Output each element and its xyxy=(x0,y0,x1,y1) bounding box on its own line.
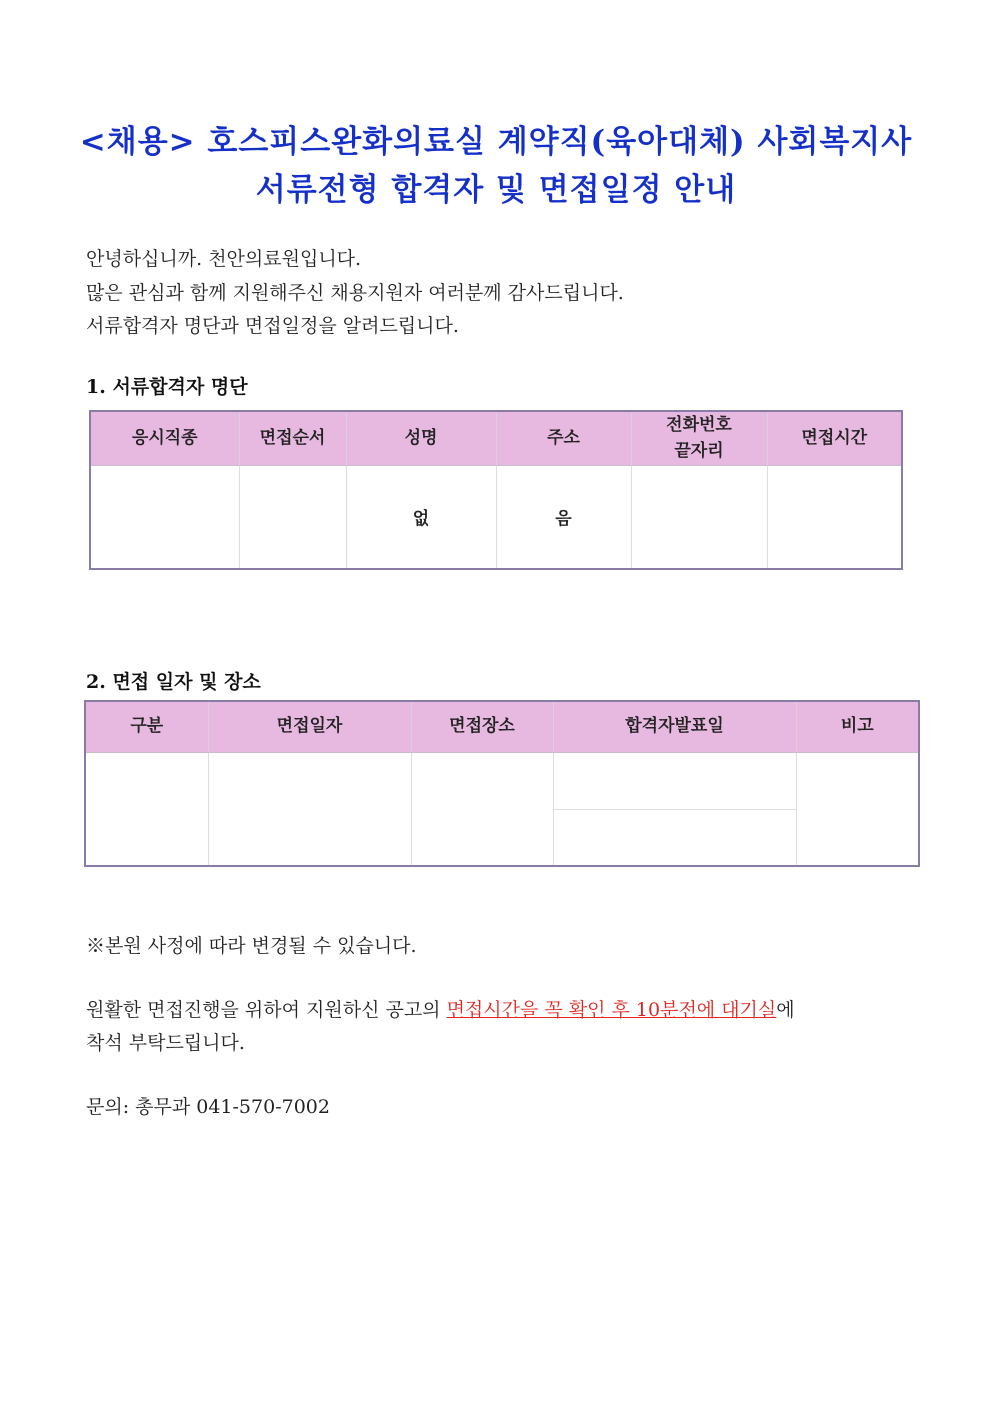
table-row xyxy=(85,752,919,809)
table-cell xyxy=(90,466,239,569)
intro-line-3: 서류합격자 명단과 면접일정을 알려드립니다. xyxy=(86,315,459,337)
closing-line-1 xyxy=(86,995,795,1022)
table-cell: 없 xyxy=(346,466,496,569)
column-header: 합격자발표일 xyxy=(553,701,796,752)
closing-prefix: 원활한 면접진행을 위하여 지원하신 공고의 xyxy=(86,999,447,1021)
table-cell xyxy=(631,466,767,569)
table-header-row xyxy=(85,701,919,752)
highlight-text: 면접시간을 꼭 확인 후 10분전에 대기실 xyxy=(446,999,777,1021)
column-header: 면접장소 xyxy=(411,701,553,752)
table-cell xyxy=(553,809,796,866)
column-header: 면접시간 xyxy=(767,411,902,466)
table-row xyxy=(90,466,902,569)
intro-line-1: 안녕하십니까. 천안의료원입니다. xyxy=(86,248,362,270)
applicant-list-table xyxy=(89,410,903,570)
interview-schedule-table xyxy=(84,700,920,867)
table-cell xyxy=(767,466,902,569)
section1-heading: 1. 서류합격자 명단 xyxy=(86,376,248,398)
notice-text: ※본원 사정에 따라 변경될 수 있습니다. xyxy=(86,935,417,957)
table-cell: 음 xyxy=(496,466,631,569)
column-header: 전화번호 끝자리 xyxy=(631,411,767,466)
closing-suffix: 에 xyxy=(776,999,795,1021)
intro-line-2: 많은 관심과 함께 지원해주신 채용지원자 여러분께 감사드립니다. xyxy=(86,282,624,304)
closing-line-2: 착석 부탁드립니다. xyxy=(86,1032,245,1054)
table-cell xyxy=(85,752,208,866)
column-header: 성명 xyxy=(346,411,496,466)
column-header: 면접일자 xyxy=(208,701,411,752)
column-header: 응시직종 xyxy=(90,411,239,466)
column-header: 주소 xyxy=(496,411,631,466)
table-header-row xyxy=(90,411,902,466)
column-header: 구분 xyxy=(85,701,208,752)
table-cell xyxy=(411,752,553,866)
column-header: 면접순서 xyxy=(239,411,346,466)
table-cell xyxy=(796,752,919,866)
column-header: 비고 xyxy=(796,701,919,752)
document-title-line1: <채용> 호스피스완화의료실 계약직(육아대체) 사회복지사 xyxy=(79,124,913,160)
table-cell xyxy=(239,466,346,569)
table-cell xyxy=(208,752,411,866)
section2-heading: 2. 면접 일자 및 장소 xyxy=(86,671,261,693)
document-title-line2: 서류전형 합격자 및 면접일정 안내 xyxy=(255,172,737,208)
table-cell xyxy=(553,752,796,809)
contact-info: 문의: 총무과 041-570-7002 xyxy=(86,1096,330,1118)
